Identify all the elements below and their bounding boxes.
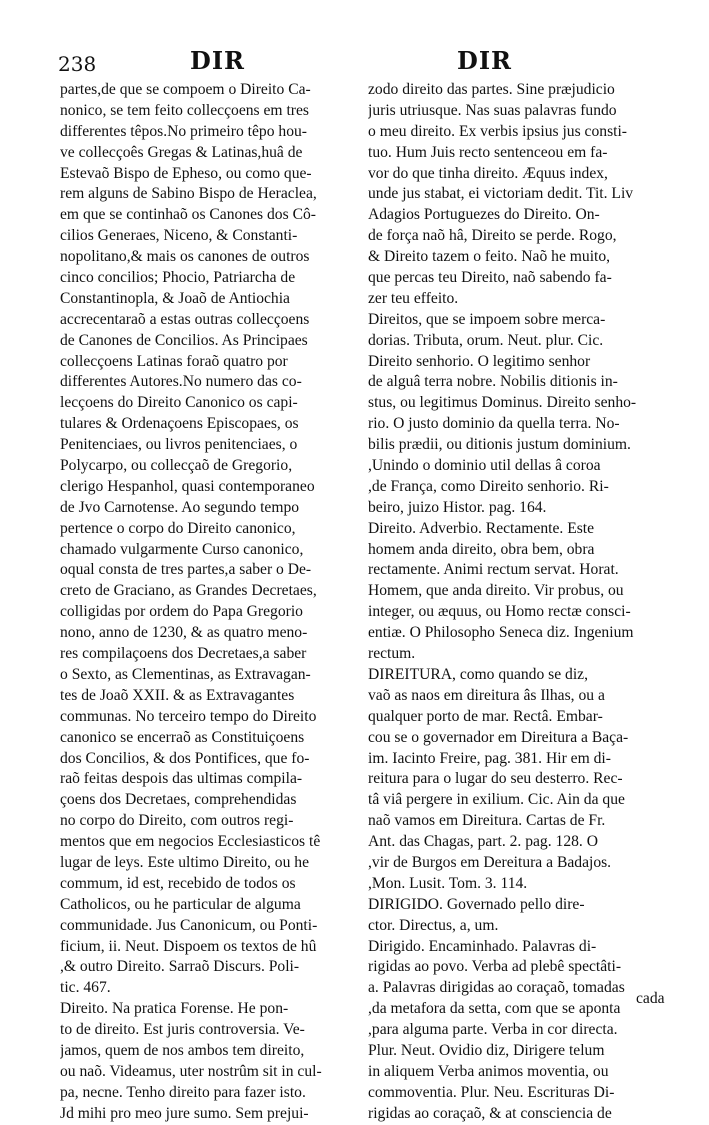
right-column-line: Adagios Portuguezes do Direito. On- [368,206,600,224]
right-column-line: Direito. Adverbio. Rectamente. Este [368,519,595,537]
right-column-line: ,Mon. Lusit. Tom. 3. 114. [368,874,528,892]
left-column-line: Jd mihi pro meo jure sumo. Sem prejui- [60,1104,309,1122]
right-column-line: rigidas ao coraçaõ, & at consciencia de [368,1104,612,1122]
right-column-line: rectum. [368,645,416,663]
left-column-line: lugar de leys. Este ultimo Direito, ou he [60,853,310,871]
left-column-line: commum, id est, recebido de todos os [60,874,296,892]
left-column-line: tes de Joaõ XXII. & as Extravagantes [60,686,295,704]
right-column-line: entiæ. O Philosopho Seneca diz. Ingenium [368,624,634,642]
right-column-line: bilis prædii, ou ditionis justum dominium. [368,436,631,454]
right-column [368,80,668,1125]
left-column-line: communidade. Jus Canonicum, ou Ponti- [60,916,318,934]
right-column-line: unde jus stabat, ei victoriam dedit. Tit. Liv [368,185,634,203]
right-column-line: Plur. Neut. Ovidio diz, Dirigere telum [368,1041,605,1059]
left-column-line: tulares & Ordenaçoens Episcopaes, os [60,415,299,433]
right-column-line: Direito senhorio. O legitimo senhor [368,352,591,370]
left-column-line: colligidas por ordem do Papa Gregorio [60,603,303,621]
left-column-line: cinco concilios; Phocio, Patriarcha de [60,269,296,287]
right-column-line: integer, ou æquus, ou Homo rectæ consci- [368,603,631,621]
catchword: cada [636,990,665,1007]
left-column-line: accrecentaraõ a estas outras collecçoens [60,310,310,328]
right-column-line: DIRIGIDO. Governado pello dire- [368,895,585,913]
right-column-line: tâ viâ pergere in exilium. Cic. Ain da que [368,791,625,809]
right-column-line: stus, ou legitimus Dominus. Direito senho- [368,394,637,412]
right-column-line: DIREITURA, como quando se diz, [368,665,589,683]
right-column-line: juris utriusque. Nas suas palavras fundo [368,101,617,119]
right-column-line: vaõ as naos em direitura âs Ilhas, ou a [368,686,605,704]
right-column-line: zer teu effeito. [368,289,459,307]
right-column-line: ,Unindo o dominio util dellas â coroa [368,457,601,475]
left-column-line: partes,de que se compoem o Direito Ca- [60,81,311,98]
left-column-line: nopolitano,& mais os canones de outros [60,248,310,266]
left-column-line: lecçoens do Direito Canonico os capi- [60,394,298,412]
right-column-line: cou se o governador em Direitura a Baça- [368,728,629,746]
left-column-line: clerigo Hespanhol, quasi contemporaneo [60,477,315,495]
left-column-line: o Sexto, as Clementinas, as Extravagan- [60,665,311,683]
right-column-line: reitura para o lugar do seu desterro. Rec- [368,770,623,788]
right-column-line: ,vir de Burgos em Dereitura a Badajos. [368,853,612,871]
left-column-line: to de direito. Est juris controversia. Ve- [60,1021,305,1039]
right-column-line: commoventia. Plur. Neu. Escrituras Di- [368,1083,615,1101]
right-column-line: ,da metafora da setta, com que se aponta [368,1000,621,1018]
right-column-line: & Direito tazem o feito. Naõ he muito, [368,248,611,266]
left-column-line: differentes têpos.No primeiro têpo hou- [60,122,307,140]
right-column-line: Homem, que anda direito. Vir probus, ou [368,582,624,600]
right-column-line: vor do que tinha direito. Æquus index, [368,164,608,182]
right-column-line: in aliquem Verba animos moventia, ou [368,1062,609,1080]
right-column-line: rectamente. Animi rectum servat. Horat. [368,561,619,579]
left-column-line: de Canones de Concilios. As Principaes [60,331,308,349]
right-column-line: rigidas ao povo. Verba ad plebê spectâti- [368,958,622,976]
left-column-line: collecçoens Latinas foraõ quatro por [60,352,288,370]
left-column-line: dos Concilios, & dos Pontifices, que fo- [60,749,310,767]
left-column-line: ve collecçoês Gregas & Latinas,huâ de [60,143,303,161]
right-column-line: beiro, juizo Histor. pag. 164. [368,498,547,516]
left-column-line: no corpo do Direito, com outros regi- [60,812,294,830]
running-head-right: DIR [457,46,512,75]
left-column-line: de Jvo Carnotense. Ao segundo tempo [60,498,300,516]
left-column-line: tic. 467. [60,979,111,997]
left-column-line: nonico, se tem feito collecçoens em tres [60,101,309,119]
left-column-line: cilios Generaes, Niceno, & Constanti- [60,227,298,245]
right-column-line: Ant. das Chagas, part. 2. pag. 128. O [368,833,598,851]
right-column-line: im. Iacinto Freire, pag. 381. Hir em di- [368,749,611,767]
left-column-line: Estevaõ Bispo de Epheso, ou como que- [60,164,312,182]
left-column-line: Catholicos, ou he particular de alguma [60,895,301,913]
running-head-left: DIR [190,46,245,75]
left-column-line: ou naõ. Videamus, uter nostrûm sit in cul- [60,1062,322,1080]
right-column-line: o meu direito. Ex verbis ipsius jus consti- [368,122,628,140]
left-column-line: canonico se encerraõ as Constituiçoens [60,728,305,746]
left-column-line: Penitenciaes, ou livros penitenciaes, o [60,436,298,454]
left-column-line: raõ feitas despois das ultimas compila- [60,770,303,788]
left-column-line: chamado vulgarmente Curso canonico, [60,540,304,558]
left-column-line: oqual consta de tres partes,a saber o De- [60,561,312,579]
left-column-line: nono, anno de 1230, & as quatro meno- [60,624,308,642]
left-column-line: pertence o corpo do Direito canonico, [60,519,296,537]
left-column-line: ,& outro Direito. Sarraõ Discurs. Poli- [60,958,300,976]
right-column-line: ctor. Directus, a, um. [368,916,499,934]
right-column-line: Dirigido. Encaminhado. Palavras di- [368,937,597,955]
left-column-line: communas. No terceiro tempo do Direito [60,707,317,725]
left-column-line: mentos que em negocios Ecclesiasticos tê [60,833,321,851]
left-column-line: rem alguns de Sabino Bispo de Heraclea, [60,185,317,203]
right-column-line: de alguâ terra nobre. Nobilis ditionis in- [368,373,618,391]
right-column-line: naõ vamos em Direitura. Cartas de Fr. [368,812,606,830]
left-column-line: ficium, ii. Neut. Dispoem os textos de hû [60,937,317,955]
right-column-line: ,para alguma parte. Verba in cor directa. [368,1021,618,1039]
left-column-line: em que se continhaõ os Canones dos Cô- [60,206,316,224]
right-column-line: zodo direito das partes. Sine præjudicio [368,81,615,98]
left-column-line: Constantinopla, & Joaõ de Antiochia [60,289,290,307]
left-column-line: creto de Graciano, as Grandes Decretaes, [60,582,317,600]
right-column-line: a. Palavras dirigidas ao coraçaõ, tomadas [368,979,625,997]
right-column-line: ,de França, como Direito senhorio. Ri- [368,477,609,495]
right-column-line: homem anda direito, obra bem, obra [368,540,595,558]
right-column-line: qualquer porto de mar. Rectâ. Embar- [368,707,603,725]
right-column-line: que percas teu Direito, naõ sabendo fa- [368,269,612,287]
left-column-line: Direito. Na pratica Forense. He pon- [60,1000,289,1018]
right-column-line: tuo. Hum Juis recto sentenceou em fa- [368,143,608,161]
right-column-line: rio. O justo dominio da quella terra. No- [368,415,620,433]
right-column-line: Direitos, que se impoem sobre merca- [368,310,606,328]
left-column-line: jamos, quem de nos ambos tem direito, [60,1041,305,1059]
left-column-line: differentes Autores.No numero das co- [60,373,302,391]
left-column-line: pa, necne. Tenho direito para fazer isto. [60,1083,306,1101]
left-column-line: çoens dos Decretaes, comprehendidas [60,791,297,809]
right-column-line: de força naõ hâ, Direito se perde. Rogo, [368,227,617,245]
left-column-line: Polycarpo, ou collecçaõ de Gregorio, [60,457,293,475]
right-column-line: dorias. Tributa, orum. Neut. plur. Cic. [368,331,604,349]
left-column-line: res compilaçoens dos Decretaes,a saber [60,645,307,663]
left-column [60,80,360,1125]
page-number: 238 [58,52,97,76]
